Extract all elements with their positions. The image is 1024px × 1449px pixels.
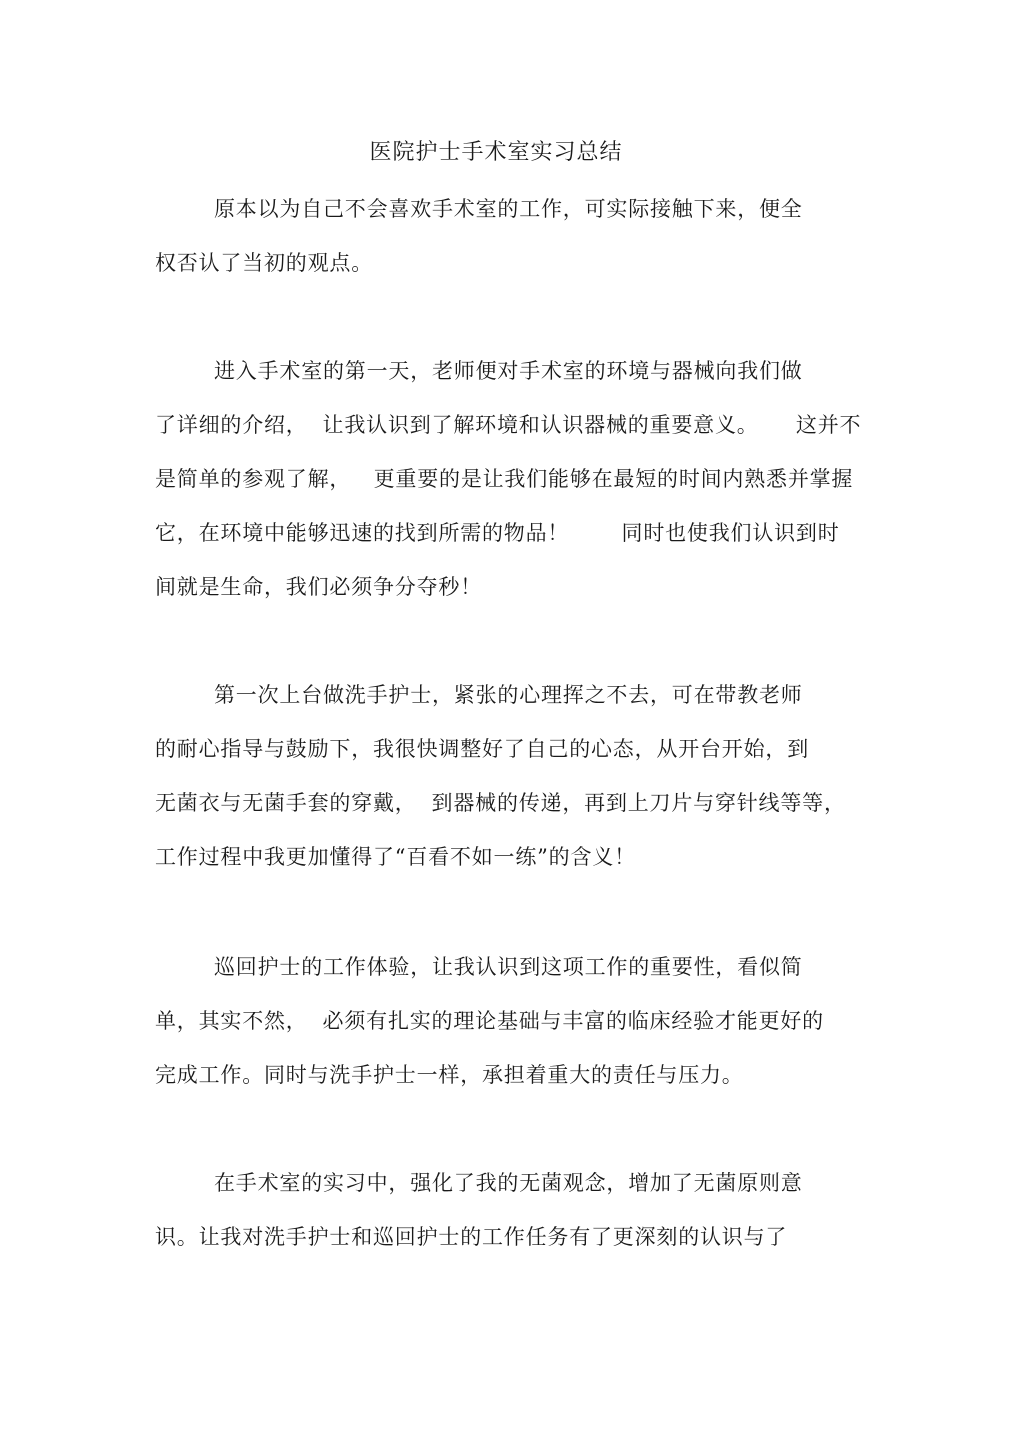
paragraph-2-line-5: 间就是生命，我们必须争分夺秒！ [155, 575, 482, 599]
paragraph-4-line-2: 单，其实不然， 必须有扎实的理论基础与丰富的临床经验才能更好的 [155, 1009, 824, 1033]
paragraph-3-line-2: 的耐心指导与鼓励下，我很快调整好了自己的心态，从开台开始，到 [155, 737, 809, 761]
paragraph-3-line-1: 第一次上台做洗手护士，紧张的心理挥之不去，可在带教老师 [214, 683, 803, 707]
paragraph-1-line-1: 原本以为自己不会喜欢手术室的工作，可实际接触下来，便全 [214, 197, 803, 221]
paragraph-2-line-3: 是简单的参观了解， 更重要的是让我们能够在最短的时间内熟悉并掌握 [155, 467, 854, 491]
paragraph-3-line-3: 无菌衣与无菌手套的穿戴， 到器械的传递，再到上刀片与穿针线等等， [155, 791, 846, 815]
paragraph-3-line-4: 工作过程中我更加懂得了“百看不如一练”的含义！ [155, 845, 636, 869]
page-title: 医院护士手术室实习总结 [369, 140, 623, 165]
paragraph-2-line-4: 它，在环境中能够迅速的找到所需的物品！ 同时也使我们认识到时 [155, 521, 840, 545]
paragraph-5-line-1: 在手术室的实习中，强化了我的无菌观念，增加了无菌原则意 [214, 1171, 803, 1195]
paragraph-2-line-1: 进入手术室的第一天，老师便对手术室的环境与器械向我们做 [214, 359, 803, 383]
paragraph-4-line-3: 完成工作。同时与洗手护士一样，承担着重大的责任与压力。 [155, 1063, 744, 1087]
paragraph-4-line-1: 巡回护士的工作体验，让我认识到这项工作的重要性，看似简 [214, 955, 803, 979]
paragraph-1-line-2: 权否认了当初的观点。 [155, 251, 373, 275]
paragraph-2-line-2: 了详细的介绍， 让我认识到了解环境和认识器械的重要意义。 这并不 [155, 413, 862, 437]
paragraph-5-line-2: 识。让我对洗手护士和巡回护士的工作任务有了更深刻的认识与了 [155, 1225, 788, 1249]
